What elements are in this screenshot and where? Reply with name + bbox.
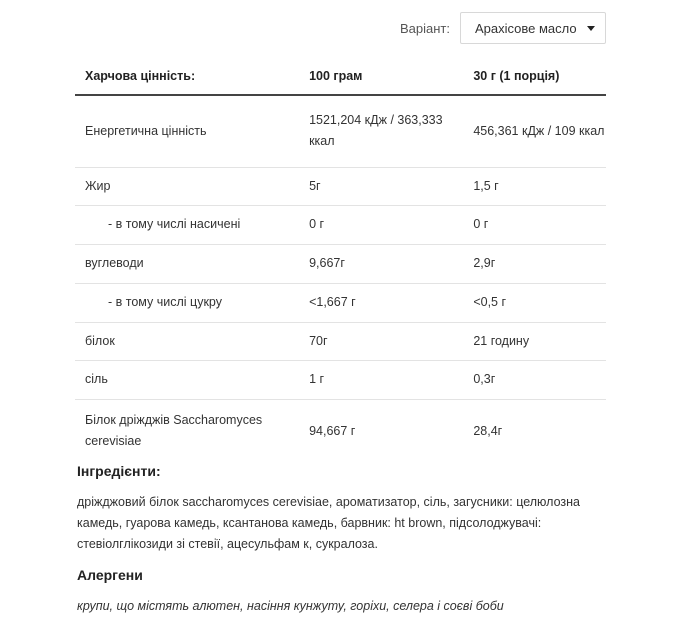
nutrient-name: білок xyxy=(75,322,299,360)
value-per-100g: 94,667 г xyxy=(309,423,356,438)
header-per-serving: 30 г (1 порція) xyxy=(463,58,606,95)
nutrient-name: Енергетична цінність xyxy=(75,95,299,167)
ingredients-text: дріжджовий білок saccharomyces cerevisiae, ароматизатор, сіль, загусники: целюлозна камедь, гуарова камедь, ксантанова камедь, барвник: ht brown, підсолоджувачі: стевіолглікозиди зі стевії, ацесульфам к, сукралоза. xyxy=(77,495,580,551)
caret-down-icon xyxy=(587,26,595,31)
table-row xyxy=(75,167,606,205)
nutrient-name: Білок дріжджів Saccharomyces cerevisiae xyxy=(85,413,263,449)
nutrient-name: Жир xyxy=(75,167,299,205)
value-per-100g: 1521,204 кДж / 363,333 ккал xyxy=(299,95,463,167)
value-per-serving: 2,9г xyxy=(463,244,606,283)
table-header-row xyxy=(75,58,606,95)
value-per-serving: 456,361 кДж / 109 ккал xyxy=(463,95,606,167)
value-per-100g: 9,667г xyxy=(299,244,463,283)
value-per-serving: 21 годину xyxy=(463,322,606,360)
value-per-100g: 1 г xyxy=(299,360,463,399)
ingredients-title: Інгредієнти: xyxy=(77,463,161,479)
table-row xyxy=(75,322,606,360)
value-per-100g: 70г xyxy=(299,322,463,360)
variant-dropdown[interactable] xyxy=(460,12,606,44)
header-nutrient: Харчова цінність: xyxy=(75,58,299,95)
nutrient-name: вуглеводи xyxy=(75,244,299,283)
value-per-100g: <1,667 г xyxy=(299,283,463,322)
nutrient-name: - в тому числі насичені xyxy=(75,205,299,244)
table-row xyxy=(75,205,606,244)
nutrient-name: сіль xyxy=(75,360,299,399)
value-per-serving: 28,4г xyxy=(473,423,503,438)
nutrient-name: - в тому числі цукру xyxy=(75,283,299,322)
value-per-serving: 0 г xyxy=(463,205,606,244)
value-per-serving: 0,3г xyxy=(463,360,606,399)
value-per-100g: 0 г xyxy=(299,205,463,244)
value-per-serving: 1,5 г xyxy=(463,167,606,205)
allergens-text: крупи, що містять алютен, насіння кунжуту, горіхи, селера і соєві боби xyxy=(77,599,504,613)
table-row xyxy=(75,399,606,463)
variant-selected-value: Арахісове масло xyxy=(475,20,577,36)
value-per-serving: <0,5 г xyxy=(463,283,606,322)
table-row xyxy=(75,95,606,167)
table-row xyxy=(75,360,606,399)
value-per-100g: 5г xyxy=(299,167,463,205)
table-row xyxy=(75,283,606,322)
nutrition-table xyxy=(75,58,606,463)
variant-label: Варіант: xyxy=(400,20,450,36)
header-per-100g: 100 грам xyxy=(299,58,463,95)
variant-selector xyxy=(400,12,606,44)
allergens-title: Алергени xyxy=(77,567,143,583)
table-row xyxy=(75,244,606,283)
